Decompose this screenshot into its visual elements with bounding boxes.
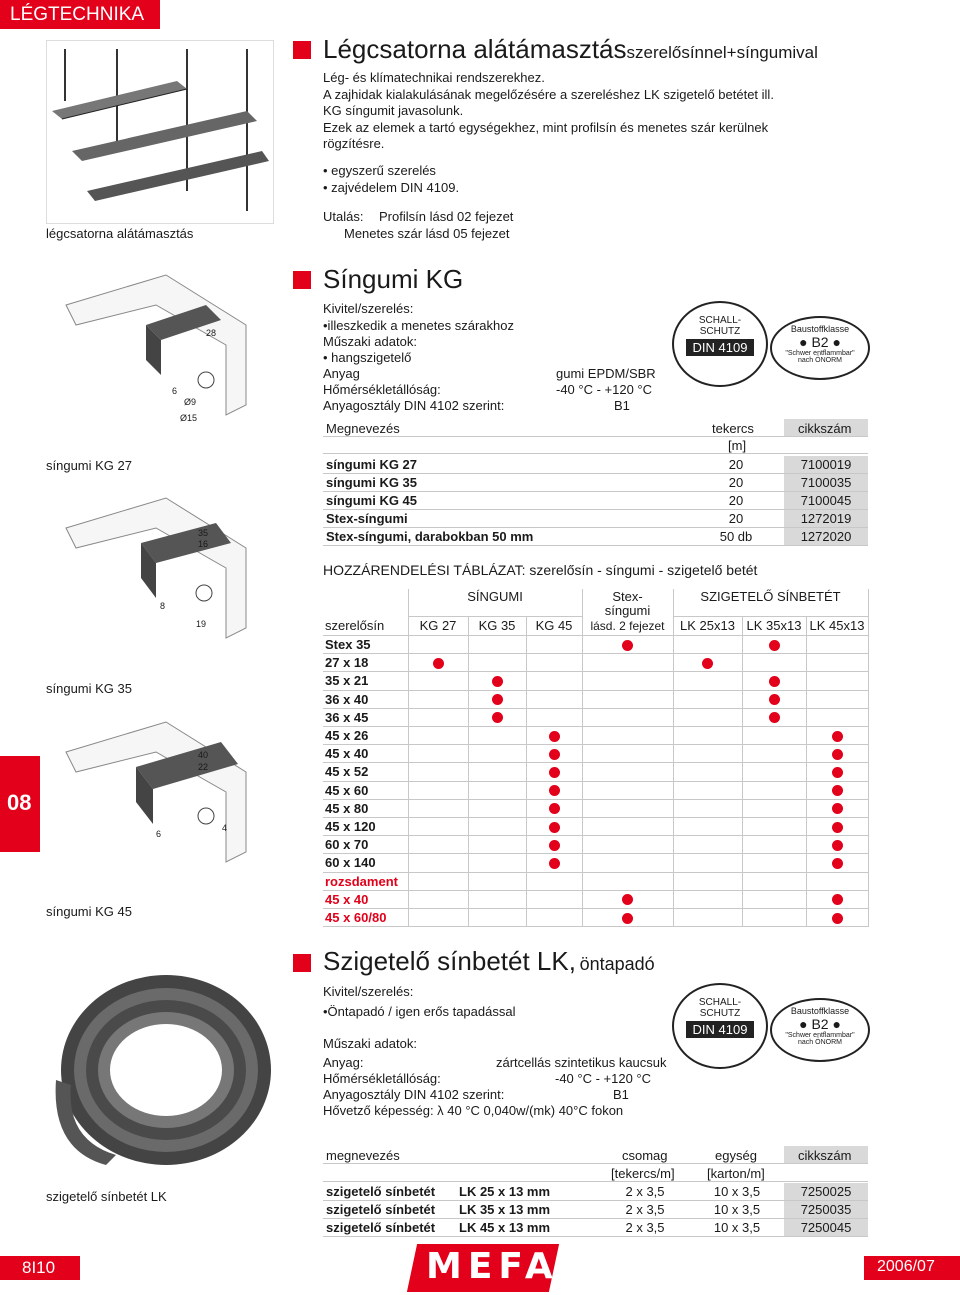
- product-code: 1272019: [800, 511, 852, 526]
- row-label: 36 x 40: [325, 691, 369, 707]
- section-header-label: LÉGTECHNIKA: [10, 4, 145, 25]
- table-rule: [323, 1163, 868, 1164]
- table-rule: [323, 1236, 868, 1237]
- schallschutz-logo: [672, 301, 768, 387]
- table-rule: [323, 817, 868, 818]
- row-label: 60 x 70: [325, 837, 369, 853]
- text-line: A zajhidak kialakulásának megelőzésére a szereléshez LK szigetelő betétet ill.: [323, 86, 774, 102]
- row-label: Stex 35: [325, 637, 371, 652]
- compatibility-dot: [549, 767, 560, 778]
- table-rule: [323, 635, 868, 636]
- row-label: 60 x 140: [325, 855, 376, 871]
- reference-label: Utalás:: [323, 209, 364, 224]
- logo-text: "Schwer entflammbar": [785, 350, 855, 357]
- section-title: Síngumi KG: [323, 264, 464, 294]
- product-name: síngumi KG 35: [326, 475, 418, 490]
- compatibility-dot: [832, 785, 843, 796]
- compatibility-dot: [832, 894, 843, 905]
- logo-text: DIN 4109: [686, 1021, 754, 1038]
- product-pack: 2 x 3,5: [625, 1220, 665, 1235]
- compatibility-dot: [832, 913, 843, 924]
- row-label: 45 x 60: [325, 782, 369, 798]
- baustoffklasse-logo: [770, 316, 870, 380]
- product-name: szigetelő sínbetét: [326, 1184, 436, 1199]
- row-label: rozsdament: [325, 873, 398, 889]
- row-label: 45 x 40: [325, 891, 369, 907]
- title-suffix: szerelősínnel+síngumival: [626, 43, 818, 62]
- compatibility-dot: [549, 822, 560, 833]
- logo-text: nach ÖNORM: [798, 357, 842, 364]
- kg35-drawing: [46, 488, 272, 648]
- product-code: 7100019: [800, 457, 852, 472]
- table-rule: [323, 671, 868, 672]
- dim-label: Ø9: [184, 397, 197, 407]
- table-rule: [408, 589, 409, 927]
- column-header: KG 45: [535, 618, 573, 633]
- dim-label: 4: [222, 823, 228, 833]
- compatibility-dot: [549, 858, 560, 869]
- product-name: síngumi KG 45: [326, 493, 418, 508]
- column-header: tekercs: [712, 421, 754, 436]
- product-code: 7100045: [800, 493, 852, 508]
- table-rule: [868, 589, 869, 927]
- product-qty: 50 db: [719, 529, 753, 544]
- compatibility-dot: [622, 894, 633, 905]
- prop-value: B1: [614, 398, 630, 413]
- compatibility-dot: [769, 694, 780, 705]
- image-caption: síngumi KG 35: [46, 681, 132, 696]
- product-unit: 10 x 3,5: [713, 1184, 761, 1199]
- group-header: SÍNGUMI: [467, 589, 523, 604]
- section-marker: [293, 41, 311, 59]
- compatibility-dot: [549, 803, 560, 814]
- compatibility-dot: [769, 640, 780, 651]
- dim-label: 6: [172, 386, 178, 396]
- prop-label: Anyag: [323, 366, 360, 381]
- compatibility-dot: [622, 913, 633, 924]
- table-rule: [323, 926, 868, 927]
- row-label: 45 x 26: [325, 728, 369, 743]
- table-rule: [323, 708, 868, 709]
- mefa-logo-text: MEFA: [426, 1246, 559, 1287]
- product-code: 7250025: [800, 1184, 852, 1199]
- logo-text: B2: [811, 334, 829, 350]
- row-label: 35 x 21: [325, 673, 369, 689]
- group-header: síngumi: [604, 603, 651, 618]
- section-marker: [293, 954, 311, 972]
- product-code: 1272020: [800, 529, 852, 544]
- compatibility-dot: [549, 785, 560, 796]
- kg45-drawing: [46, 712, 272, 872]
- table-rule: [323, 835, 868, 836]
- table-rule: [323, 872, 868, 873]
- logo-text: "Schwer entflammbar": [785, 1032, 855, 1039]
- logo-text: DIN 4109: [686, 339, 754, 356]
- assignment-title-main: HOZZÁRENDELÉSI TÁBLÁZAT:: [323, 562, 526, 578]
- compatibility-dot: [832, 803, 843, 814]
- column-header: csomag: [622, 1148, 668, 1163]
- table-rule: [323, 799, 868, 800]
- compatibility-dot: [832, 731, 843, 742]
- text-line: • hangszigetelő: [323, 350, 412, 365]
- text-line: •Öntapadó / igen erős tapadással: [323, 1004, 516, 1019]
- compatibility-dot: [832, 858, 843, 869]
- row-label: 27 x 18: [325, 655, 369, 671]
- row-label: 45 x 120: [325, 819, 376, 834]
- reference-link[interactable]: Profilsín lásd 02 fejezet: [379, 209, 514, 224]
- logo-text: Baustoffklasse: [790, 1006, 850, 1016]
- text-line: •illeszkedik a menetes szárakhoz: [323, 318, 514, 333]
- compatibility-dot: [549, 749, 560, 760]
- logo-text: SCHUTZ: [699, 1008, 741, 1019]
- product-qty: 20: [728, 493, 744, 508]
- lk-roll-image: [46, 960, 272, 1180]
- text-line: KG síngumit javasolunk.: [323, 103, 464, 118]
- group-header: Stex-: [612, 589, 643, 604]
- edition-date: 2006/07: [877, 1258, 935, 1275]
- dim-label: 8: [160, 601, 166, 611]
- column-header: [m]: [728, 438, 747, 453]
- product-name: Stex-síngumi, darabokban 50 mm: [326, 529, 534, 544]
- feature-list: [323, 163, 459, 196]
- subheading: Műszaki adatok:: [323, 334, 417, 349]
- logo-b2: ● B2 ●: [799, 1016, 841, 1032]
- table-rule: [323, 908, 868, 909]
- duct-support-image: [46, 40, 274, 224]
- product-qty: 20: [728, 457, 744, 472]
- assignment-title-rest: szerelősín - síngumi - szigetelő betét: [529, 562, 758, 578]
- row-label: 45 x 40: [325, 746, 369, 762]
- logo-text: Baustoffklasse: [790, 324, 850, 334]
- row-label: 45 x 52: [325, 764, 369, 780]
- compatibility-dot: [832, 822, 843, 833]
- dim-label: 6: [156, 829, 162, 839]
- baustoffklasse-logo: [770, 998, 870, 1062]
- title-suffix: öntapadó: [579, 954, 655, 974]
- compatibility-dot: [492, 712, 503, 723]
- table-rule: [323, 453, 868, 454]
- dim-label: 22: [198, 762, 209, 772]
- prop-value: gumi EPDM/SBR: [556, 366, 656, 381]
- table-rule: [806, 616, 807, 927]
- image-caption: síngumi KG 45: [46, 904, 132, 919]
- table-rule: [323, 762, 868, 763]
- logo-text: SCHALL-: [698, 315, 742, 326]
- column-header: megnevezés: [326, 1148, 400, 1163]
- logo-text: SCHUTZ: [699, 326, 741, 337]
- table-rule: [582, 589, 583, 927]
- column-header: [karton/m]: [707, 1166, 765, 1181]
- schallschutz-logo: [672, 983, 768, 1069]
- dim-label: 35: [198, 528, 209, 538]
- compatibility-dot: [622, 640, 633, 651]
- prop-label: Hőmérsékletállóság:: [323, 1071, 441, 1086]
- text-line: Lég- és klímatechnikai rendszerekhez.: [323, 70, 545, 85]
- logo-text: nach ÖNORM: [798, 1039, 842, 1046]
- table-rule: [323, 436, 868, 437]
- product-name: Stex-síngumi: [326, 511, 408, 526]
- text-line: Ezek az elemek a tartó egységekhez, mint profilsín és menetes szár kerülnek: [323, 119, 769, 135]
- image-caption: légcsatorna alátámasztás: [46, 226, 194, 241]
- table-rule: [323, 744, 868, 745]
- logo-b2: ● B2 ●: [799, 334, 841, 350]
- column-header: Megnevezés: [326, 421, 400, 436]
- column-header: lásd. 2 fejezet: [590, 619, 665, 633]
- prop-value: zártcellás szintetikus kaucsuk: [496, 1055, 667, 1070]
- product-qty: 20: [728, 511, 744, 526]
- prop-label: Hőmérsékletállóság:: [323, 382, 441, 397]
- compatibility-dot: [702, 658, 713, 669]
- intro-paragraph: [323, 70, 793, 153]
- product-code: 7250045: [800, 1220, 852, 1235]
- table-rule: [323, 653, 868, 654]
- table-rule: [323, 690, 868, 691]
- kg27-drawing: [46, 265, 272, 425]
- table-rule: [408, 616, 582, 617]
- table-rule: [673, 589, 674, 927]
- page-number: 8I10: [22, 1258, 56, 1277]
- table-rule: [323, 853, 868, 854]
- title-main: Szigetelő sínbetét LK,: [323, 946, 576, 976]
- prop-value: B1: [613, 1087, 629, 1102]
- chapter-number: 08: [7, 790, 32, 815]
- row-label: 45 x 60/80: [325, 910, 387, 925]
- product-code: 7100035: [800, 475, 852, 490]
- table-rule: [323, 781, 868, 782]
- image-caption: szigetelő sínbetét LK: [46, 1189, 167, 1204]
- row-label: 45 x 80: [325, 800, 369, 816]
- row-label: 36 x 45: [325, 709, 369, 725]
- compatibility-dot: [433, 658, 444, 669]
- table-rule: [323, 545, 868, 546]
- column-header: KG 35: [478, 618, 516, 633]
- product-size: LK 35 x 13 mm: [459, 1202, 551, 1217]
- compatibility-dot: [769, 712, 780, 723]
- product-size: LK 25 x 13 mm: [459, 1184, 551, 1199]
- product-name: szigetelő sínbetét: [326, 1202, 436, 1217]
- column-header: KG 27: [419, 618, 457, 633]
- compatibility-dot: [549, 840, 560, 851]
- subheading: Műszaki adatok:: [323, 1036, 417, 1051]
- column-header: [tekercs/m]: [611, 1166, 675, 1181]
- compatibility-dot: [492, 694, 503, 705]
- column-header: cikkszám: [798, 1148, 852, 1163]
- compatibility-dot: [832, 840, 843, 851]
- section-marker: [293, 271, 311, 289]
- product-qty: 20: [728, 475, 744, 490]
- column-header: LK 45x13: [809, 618, 865, 633]
- group-header: SZIGETELŐ SÍNBETÉT: [700, 589, 841, 604]
- dim-label: 40: [198, 750, 209, 760]
- table-rule: [742, 616, 743, 927]
- product-pack: 2 x 3,5: [625, 1184, 665, 1199]
- column-header: szerelősín: [325, 618, 385, 633]
- table-rule: [323, 1181, 868, 1182]
- compatibility-dot: [832, 749, 843, 760]
- image-caption: síngumi KG 27: [46, 458, 132, 473]
- logo-text: SCHALL-: [698, 997, 742, 1008]
- product-unit: 10 x 3,5: [713, 1220, 761, 1235]
- text-line: Hővetző képesség: λ 40 °C 0,040w/(mk) 40°C fokon: [323, 1103, 624, 1118]
- product-name: síngumi KG 27: [326, 457, 418, 472]
- compatibility-dot: [769, 676, 780, 687]
- table-rule: [526, 616, 527, 927]
- column-header: LK 25x13: [680, 618, 735, 633]
- prop-value: -40 °C - +120 °C: [556, 382, 653, 397]
- column-header: LK 35x13: [746, 618, 802, 633]
- subheading: Kivitel/szerelés:: [323, 984, 414, 999]
- product-unit: 10 x 3,5: [713, 1202, 761, 1217]
- text-line: rögzítésre.: [323, 136, 385, 151]
- dim-label: Ø15: [180, 413, 198, 423]
- table-rule: [323, 726, 868, 727]
- dim-label: 28: [206, 328, 217, 338]
- subheading: Kivitel/szerelés:: [323, 301, 414, 316]
- reference-link[interactable]: Menetes szár lásd 05 fejezet: [344, 226, 510, 241]
- dim-label: 16: [198, 539, 209, 549]
- prop-label: Anyagosztály DIN 4102 szerint:: [323, 1087, 505, 1102]
- compatibility-dot: [549, 731, 560, 742]
- compatibility-dot: [832, 767, 843, 778]
- product-code: 7250035: [800, 1202, 852, 1217]
- feature-item: • egyszerű szerelés: [323, 163, 436, 178]
- logo-text: B2: [811, 1016, 829, 1032]
- product-name: szigetelő sínbetét: [326, 1220, 436, 1235]
- section-title: [323, 946, 655, 977]
- table-rule: [323, 890, 868, 891]
- column-header: cikkszám: [798, 421, 852, 436]
- prop-label: Anyagosztály DIN 4102 szerint:: [323, 398, 505, 413]
- product-pack: 2 x 3,5: [625, 1202, 665, 1217]
- product-size: LK 45 x 13 mm: [459, 1220, 551, 1235]
- prop-value: -40 °C - +120 °C: [555, 1071, 652, 1086]
- assignment-title: [323, 562, 757, 578]
- table-rule: [468, 616, 469, 927]
- feature-item: • zajvédelem DIN 4109.: [323, 179, 460, 195]
- column-header: egység: [715, 1148, 757, 1163]
- table-rule: [673, 616, 868, 617]
- section-title: [323, 34, 818, 65]
- prop-label: Anyag:: [323, 1055, 364, 1070]
- dim-label: 19: [196, 619, 207, 629]
- title-main: Légcsatorna alátámasztás: [323, 34, 627, 64]
- compatibility-dot: [492, 676, 503, 687]
